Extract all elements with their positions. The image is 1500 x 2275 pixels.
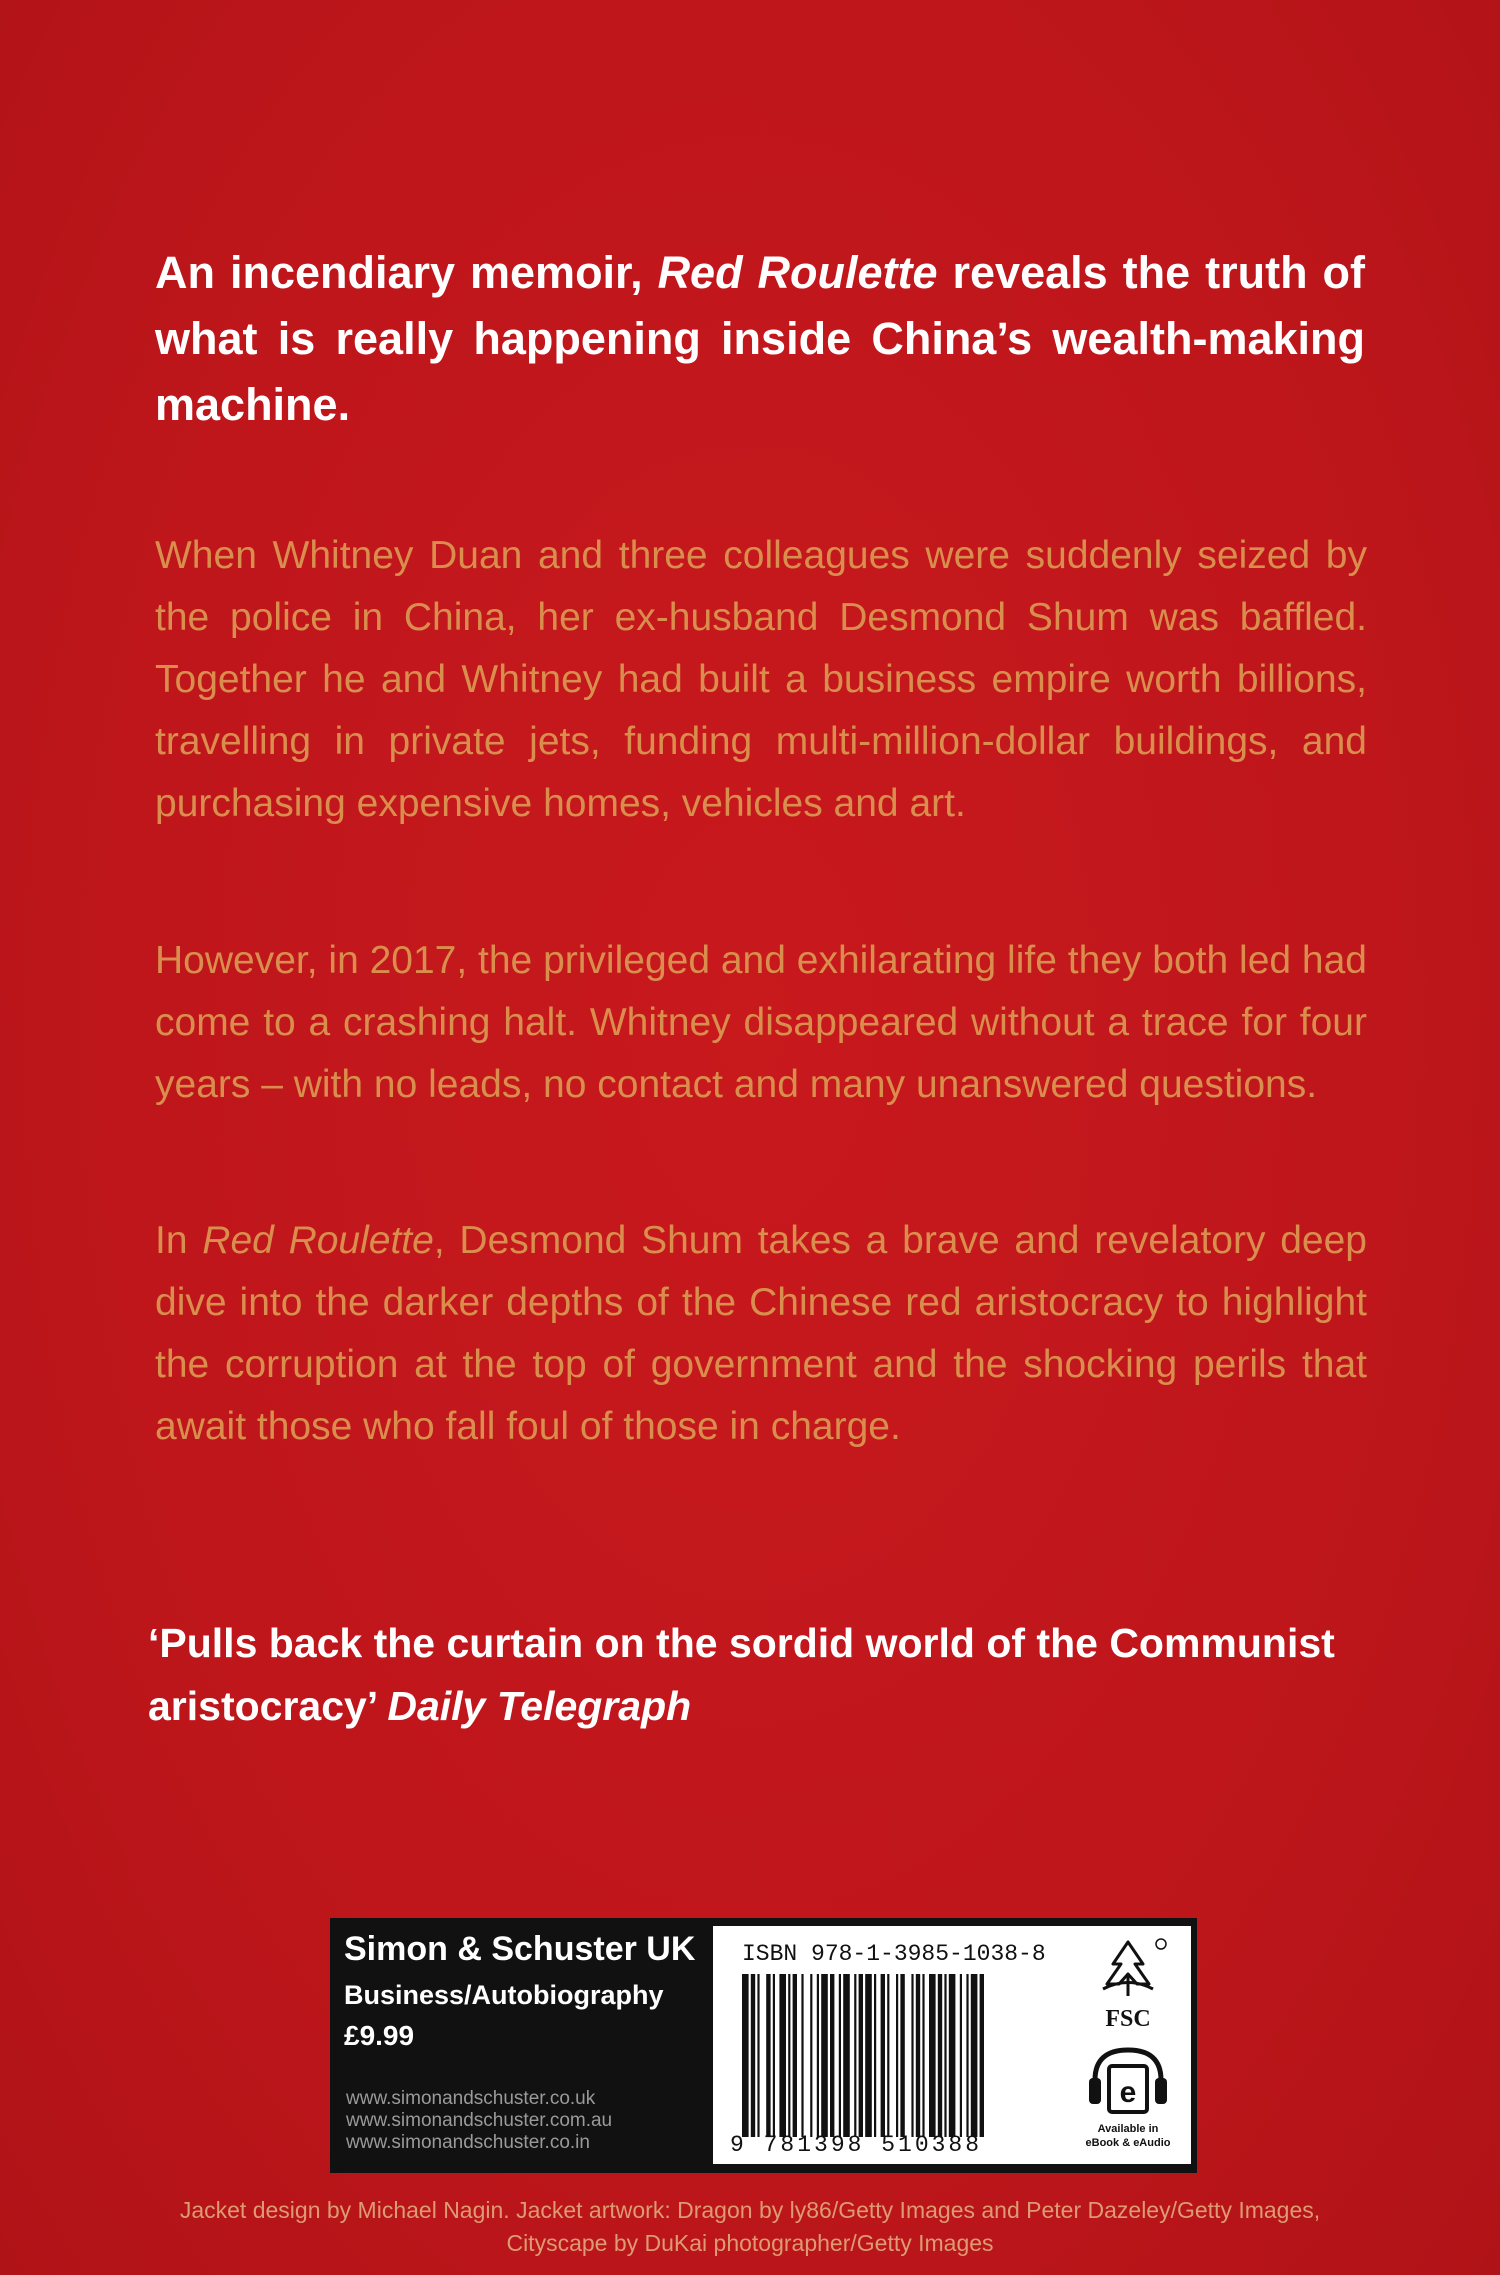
barcode-bar	[757, 1974, 759, 2137]
barcode-bar	[859, 1974, 863, 2137]
publisher-url-uk: www.simonandschuster.co.uk	[346, 2088, 596, 2109]
barcode-bar	[929, 1974, 936, 2137]
barcode-bar	[751, 1974, 755, 2137]
headline-part1: An incendiary memoir,	[155, 247, 658, 298]
barcode-bar	[865, 1974, 872, 2137]
book-price: £9.99	[344, 2020, 415, 2051]
barcode-bar	[911, 1974, 913, 2137]
barcode-bar	[817, 1974, 819, 2137]
barcode-bar	[810, 1974, 812, 2137]
blurb-paragraph-3	[155, 1210, 1367, 1458]
barcode-bar	[874, 1974, 876, 2137]
blurb-paragraph-2: However, in 2017, the privileged and exhilarating life they both led had come to a crashing halt. Whitney disappeared without a trace for four years – with no leads, no contact and many unanswered questions.	[155, 939, 1367, 1106]
fsc-label: FSC	[1105, 2006, 1151, 2032]
ebook-audio-icon	[1083, 2040, 1173, 2160]
svg-text:eBook & eAudio: eBook & eAudio	[1085, 2137, 1171, 2149]
publisher-name: Simon & Schuster UK	[344, 1930, 696, 1968]
headline-book-title: Red Roulette	[657, 247, 938, 298]
blurb-p3-rest: , Desmond Shum takes a brave and revelatory deep dive into the darker depths of the Chinese red aristocracy to highlight the corruption at the top of government and the shocking perils that await those who fall foul of those in charge.	[155, 1219, 1367, 1448]
credits-line-1: Jacket design by Michael Nagin. Jacket artwork: Dragon by ly86/Getty Images and Peter Dazeley/Getty Images,	[179, 2197, 1321, 2223]
barcode-bar	[900, 1974, 904, 2137]
barcode-digits: 9 781398 510388	[730, 2132, 983, 2158]
barcode-bar	[887, 1974, 889, 2137]
blurb-paragraph-1: When Whitney Duan and three colleagues were suddenly seized by the police in China, her ex-husband Desmond Shum was baffled. Together he and Whitney had built a business empire worth billions, travelling in private jets, funding multi-million-dollar buildings, and purchasing expensive homes, vehicles and art.	[155, 534, 1367, 825]
barcode-bar	[916, 1974, 920, 2137]
barcode-bar	[779, 1974, 786, 2137]
barcode-bar	[922, 1974, 924, 2137]
blurb-p3-prefix: In	[155, 1219, 203, 1262]
barcode-bar	[766, 1974, 770, 2137]
barcode-bar	[843, 1974, 850, 2137]
barcode-bar	[830, 1974, 834, 2137]
book-category: Business/Autobiography	[344, 1980, 664, 2010]
barcode-bar	[944, 1974, 946, 2137]
barcode-bar	[960, 1974, 962, 2137]
barcode-bar	[801, 1974, 803, 2137]
barcode-bar	[773, 1974, 775, 2137]
quote-text: ‘Pulls back the curtain on the sordid world of the Communist aristocracy’	[148, 1620, 1335, 1729]
barcode	[742, 1974, 1076, 2137]
barcode-bar	[980, 1974, 984, 2137]
review-quote	[148, 1612, 1368, 1738]
credits-line-2: Cityscape by DuKai photographer/Getty Images	[506, 2230, 994, 2256]
barcode-bar	[949, 1974, 956, 2137]
barcode-bar	[793, 1974, 797, 2137]
isbn-number: ISBN 978-1-3985-1038-8	[742, 1941, 1046, 1967]
barcode-bar	[821, 1974, 828, 2137]
publisher-url-in: www.simonandschuster.co.in	[346, 2132, 590, 2153]
barcode-bar	[938, 1974, 942, 2137]
svg-text:Available in: Available in	[1097, 2123, 1159, 2135]
svg-text:e: e	[1119, 2076, 1137, 2109]
barcode-bar	[788, 1974, 790, 2137]
barcode-bar	[896, 1974, 898, 2137]
barcode-bar	[966, 1974, 968, 2137]
barcode-bar	[839, 1974, 841, 2137]
barcode-bar	[971, 1974, 978, 2137]
fsc-logo-icon	[1083, 1934, 1173, 2034]
headline-part2: reveals the truth of what is really happening inside China’s wealth-making machine.	[155, 247, 1366, 430]
quote-source: Daily Telegraph	[387, 1683, 692, 1729]
jacket-credits	[100, 2194, 1400, 2260]
barcode-bar	[854, 1974, 856, 2137]
headline	[155, 240, 1365, 438]
blurb-p3-title: Red Roulette	[202, 1219, 434, 1262]
barcode-bar	[742, 1974, 749, 2137]
publisher-url-au: www.simonandschuster.com.au	[346, 2110, 613, 2131]
barcode-bar	[881, 1974, 885, 2137]
